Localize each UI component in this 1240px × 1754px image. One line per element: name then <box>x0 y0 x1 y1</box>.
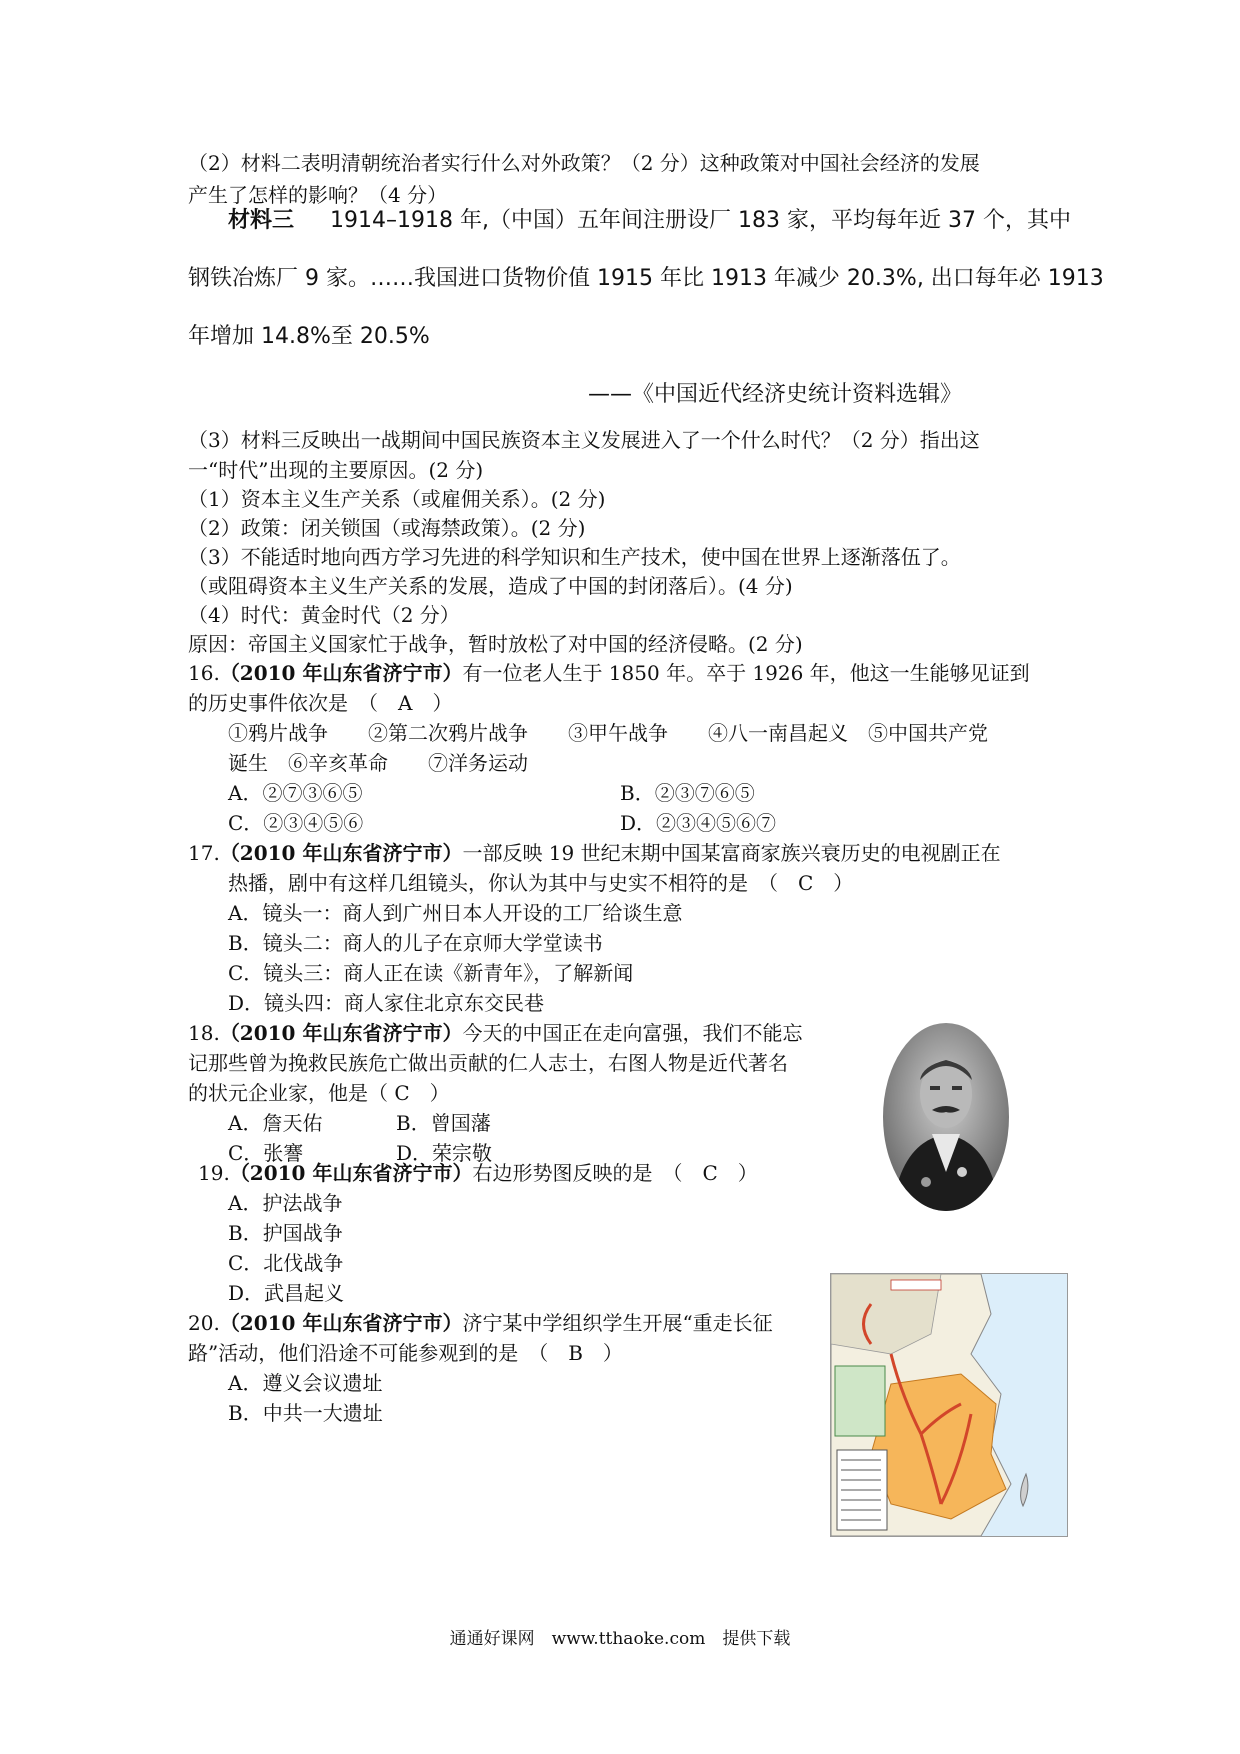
q2-line1: （2）材料二表明清朝统治者实行什么对外政策？（2 分）这种政策对中国社会经济的发展 <box>188 151 980 175</box>
q16-option-b: B．②③⑦⑥⑤ <box>620 781 755 805</box>
q17-stem-line1 <box>188 838 1001 868</box>
q16-stem-line2: 的历史事件依次是 （ A ） <box>188 691 453 715</box>
q20-source: （2010 年山东省济宁市） <box>219 1311 463 1335</box>
q19-option-b: B．护国战争 <box>228 1221 343 1245</box>
portrait-image <box>882 1022 1010 1212</box>
q20-stem1: 济宁某中学组织学生开展“重走长征 <box>462 1311 773 1335</box>
q17-stem1: 一部反映 19 世纪末期中国某富商家族兴衰历史的电视剧正在 <box>462 841 1001 865</box>
q16-source: （2010 年山东省济宁市） <box>219 661 463 685</box>
q18-source: （2010 年山东省济宁市） <box>219 1021 463 1045</box>
q19-stem: 右边形势图反映的是 （ C ） <box>472 1161 758 1185</box>
answer-line: （1）资本主义生产关系（或雇佣关系）。(2 分) <box>188 487 606 511</box>
q16-option-c: C．②③④⑤⑥ <box>228 811 364 835</box>
q20-option-a: A．遵义会议遗址 <box>228 1371 383 1395</box>
q18-option-c: C．张謇 <box>228 1141 304 1165</box>
material3-source: ——《中国近代经济史统计资料选辑》 <box>588 382 963 407</box>
q3-line2: 一“时代”出现的主要原因。(2 分) <box>188 458 484 482</box>
q19-option-a: A．护法战争 <box>228 1191 343 1215</box>
q3-line1: （3）材料三反映出一战期间中国民族资本主义发展进入了一个什么时代？（2 分）指出这 <box>188 428 980 452</box>
q20-option-b: B．中共一大遗址 <box>228 1401 383 1425</box>
q16-number: 16. <box>188 661 220 685</box>
answer-line: （3）不能适时地向西方学习先进的科学知识和生产技术，使中国在世界上逐渐落伍了。 <box>188 545 961 569</box>
answer-line: （2）政策：闭关锁国（或海禁政策）。(2 分) <box>188 516 586 540</box>
q16-option-row2 <box>228 808 777 838</box>
q18-stem1: 今天的中国正在走向富强，我们不能忘 <box>462 1021 803 1045</box>
q18-option-row1 <box>228 1108 491 1138</box>
map-image <box>831 1274 1067 1536</box>
q19-number: 19. <box>198 1161 230 1185</box>
answer-line: （或阻碍资本主义生产关系的发展，造成了中国的封闭落后）。(4 分) <box>188 574 793 598</box>
q18-stem-line3: 的状元企业家，他是（ C ） <box>188 1081 450 1105</box>
q16-stem-line1 <box>188 658 1030 688</box>
northern-expedition-map <box>830 1273 1068 1537</box>
q19-option-c: C．北伐战争 <box>228 1251 344 1275</box>
q20-stem-line1 <box>188 1308 773 1338</box>
q19-option-d: D．武昌起义 <box>228 1281 345 1305</box>
q18-option-b: B．曾国藩 <box>396 1111 491 1135</box>
q17-option-c: C．镜头三：商人正在读《新青年》，了解新闻 <box>228 961 634 985</box>
q18-number: 18. <box>188 1021 220 1045</box>
q16-option-row1 <box>228 778 755 808</box>
q18-stem-line2: 记那些曾为挽救民族危亡做出贡献的仁人志士，右图人物是近代著名 <box>188 1051 788 1075</box>
q19-source: （2010 年山东省济宁市） <box>229 1161 473 1185</box>
material3-line1 <box>228 206 1071 236</box>
material3-text1: 1914–1918 年,（中国）五年间注册设厂 183 家，平均每年近 37 个，其中 <box>330 208 1071 233</box>
q2-line2: 产生了怎样的影响？（4 分） <box>188 183 448 207</box>
q17-option-a: A．镜头一：商人到广州日本人开设的工厂给谈生意 <box>228 901 683 925</box>
material3-label: 材料三 <box>228 208 295 233</box>
q17-option-d: D．镜头四：商人家住北京东交民巷 <box>228 991 545 1015</box>
q16-option-a: A．②⑦③⑥⑤ <box>228 781 363 805</box>
q18-option-d: D．荣宗敬 <box>396 1141 493 1165</box>
q17-number: 17. <box>188 841 220 865</box>
q19-stem-line <box>198 1158 758 1188</box>
material3-line3: 年增加 14.8%至 20.5% <box>188 324 430 349</box>
q20-stem-line2: 路”活动，他们沿途不可能参观到的是 （ B ） <box>188 1341 623 1365</box>
material3-line2: 钢铁冶炼厂 9 家。……我国进口货物价值 1915 年比 1913 年减少 20.3%, 出口每年必 1913 <box>188 266 1104 291</box>
q18-option-a: A．詹天佑 <box>228 1111 323 1135</box>
q17-source: （2010 年山东省济宁市） <box>219 841 463 865</box>
q18-stem-line1 <box>188 1018 802 1048</box>
q16-items-line1: ①鸦片战争 ②第二次鸦片战争 ③甲午战争 ④八一南昌起义 ⑤中国共产党 <box>228 721 988 745</box>
q20-number: 20. <box>188 1311 220 1335</box>
q16-items-line2: 诞生 ⑥辛亥革命 ⑦洋务运动 <box>228 751 528 775</box>
q16-option-d: D．②③④⑤⑥⑦ <box>620 811 777 835</box>
answer-line: （4）时代：黄金时代（2 分） <box>188 603 460 627</box>
q16-stem1: 有一位老人生于 1850 年。卒于 1926 年，他这一生能够见证到 <box>462 661 1030 685</box>
answer-line: 原因：帝国主义国家忙于战争，暂时放松了对中国的经济侵略。(2 分) <box>188 632 803 656</box>
q17-stem-line2: 热播，剧中有这样几组镜头，你认为其中与史实不相符的是 （ C ） <box>228 871 854 895</box>
page-footer: 通通好课网 www.tthaoke.com 提供下载 <box>449 1629 791 1649</box>
q17-option-b: B．镜头二：商人的儿子在京师大学堂读书 <box>228 931 603 955</box>
